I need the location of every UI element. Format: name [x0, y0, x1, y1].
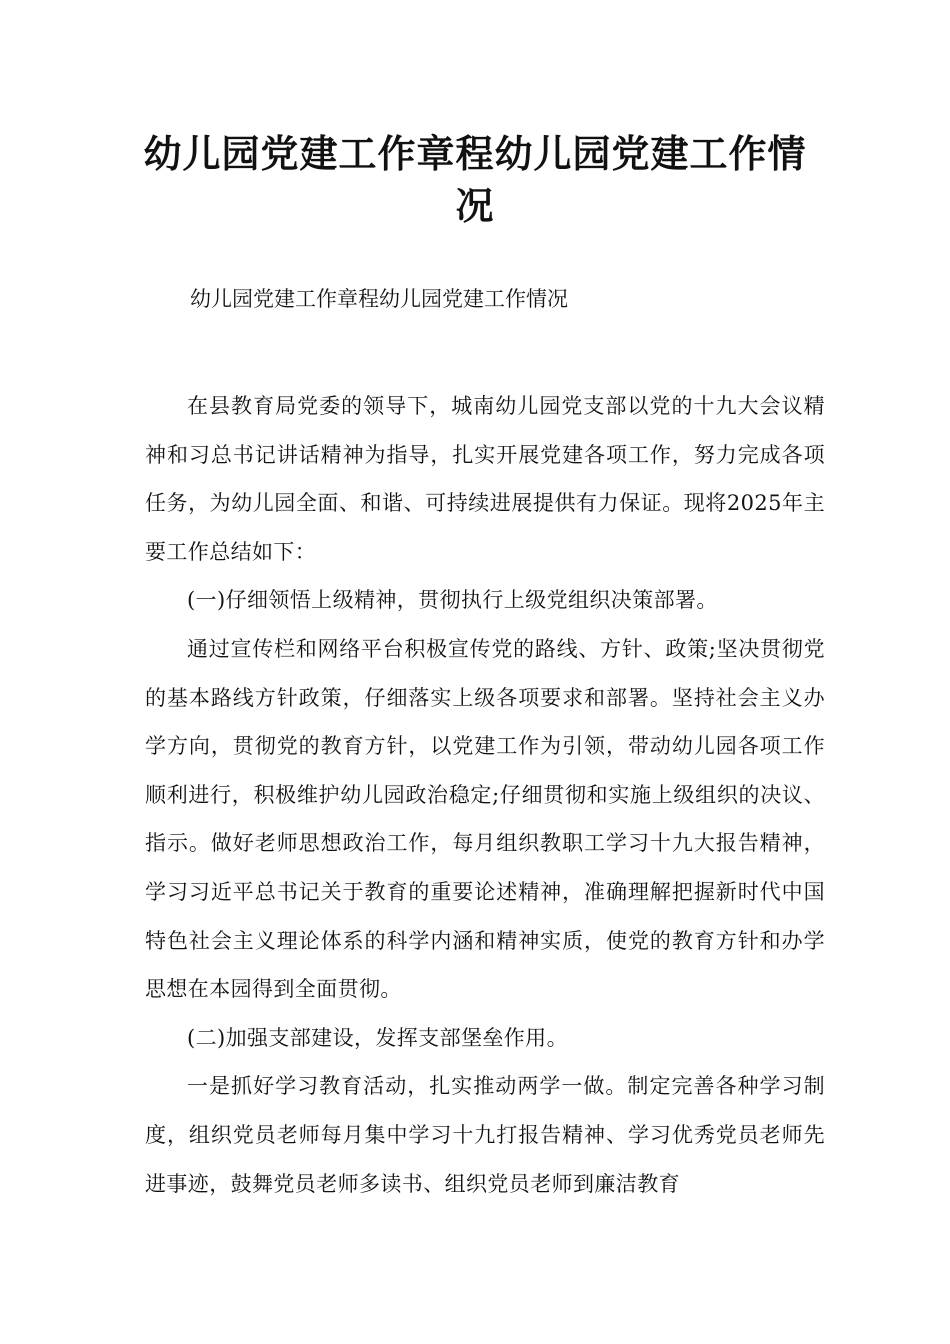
- section-heading-2: (二)加强支部建设，发挥支部堡垒作用。: [187, 1025, 568, 1050]
- section-heading-1: (一)仔细领悟上级精神，贯彻执行上级党组织决策部署。: [187, 588, 718, 613]
- paragraph-intro: 在县教育局党委的领导下，城南幼儿园党支部以党的十九大会议精神和习总书记讲话精神为指导，扎实开展党建各项工作，努力完成各项任务，为幼儿园全面、和谐、可持续进展提供有力保证。现将2025年主要工作总结如下：: [145, 394, 825, 564]
- paragraph-section-1: 通过宣传栏和网络平台积极宣传党的路线、方针、政策;坚决贯彻党的基本路线方针政策，仔细落实上级各项要求和部署。坚持社会主义办学方向，贯彻党的教育方针，以党建工作为引领，带动幼儿园各项工作顺利进行，积极维护幼儿园政治稳定;仔细贯彻和实施上级组织的决议、指示。做好老师思想政治工作，每月组织教职工学习十九大报告精神，学习习近平总书记关于教育的重要论述精神，准确理解把握新时代中国特色社会主义理论体系的科学内涵和精神实质，使党的教育方针和办学思想在本园得到全面贯彻。: [145, 636, 825, 1002]
- document-subtitle: 幼儿园党建工作章程幼儿园党建工作情况: [190, 287, 568, 311]
- document-body: [145, 382, 825, 1208]
- paragraph-section-2: 一是抓好学习教育活动，扎实推动两学一做。制定完善各种学习制度，组织党员老师每月集中学习十九打报告精神、学习优秀党员老师先进事迹，鼓舞党员老师多读书、组织党员老师到廉洁教育: [145, 1074, 825, 1196]
- document-title: 幼儿园党建工作章程幼儿园党建工作情况: [143, 132, 807, 228]
